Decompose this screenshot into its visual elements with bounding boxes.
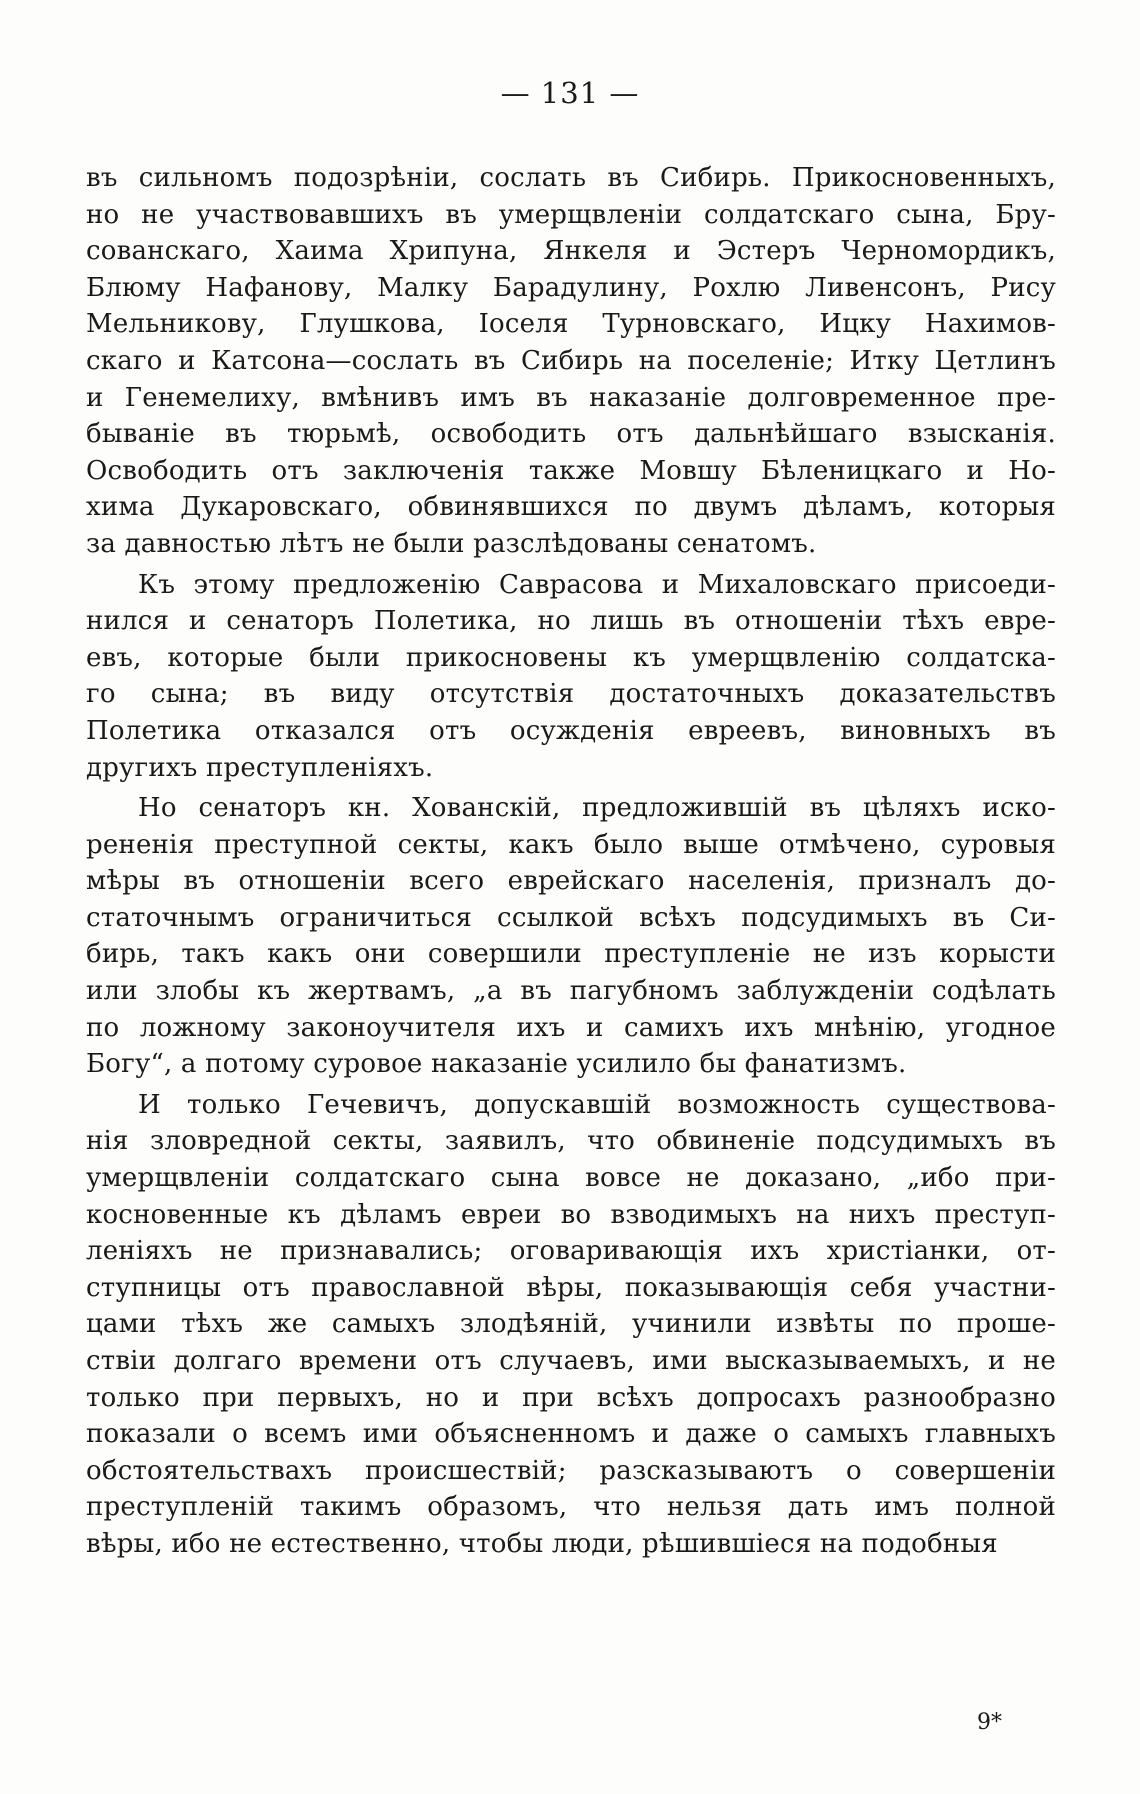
text-line: только при первыхъ, но и при всѣхъ допросахъ разнообразно [86,1382,1056,1413]
text-line: въ сильномъ подозрѣніи, сослать въ Сибирь. Прикосновенныхъ, [86,163,1056,193]
text-line: нился и сенаторъ Полетика, но лишь въ отношеніи тѣхъ евре- [86,606,1056,637]
text-line: умерщвленіи солдатскаго сына вовсе не доказано, „ибо при- [86,1163,1056,1194]
text-line: другихъ преступленіяхъ. [86,752,434,783]
text-line: косновенные къ дѣламъ евреи во взводимыхъ на нихъ преступ- [86,1199,1056,1230]
text-line: Мельникову, Глушкова, Іоселя Турновскаго, Ицку Нахимов- [86,309,1056,340]
paragraph [86,1087,1056,1563]
text-line: Блюму Нафанову, Малку Барадулину, Рохлю Ливенсонъ, Рису [86,272,1056,303]
text-line: обстоятельствахъ происшествій; разсказываютъ о совершеніи [86,1455,1056,1486]
text-line: Къ этому предложенію Саврасова и Михаловскаго присоеди- [138,569,1056,600]
text-line: статочнымъ ограничиться ссылкой всѣхъ подсудимыхъ въ Си- [86,902,1056,933]
printer-signature-mark: 9* [977,1710,1002,1735]
paragraph [86,790,1056,1083]
text-line: бываніе въ тюрьмѣ, освободить отъ дальнѣйшаго взысканія. [86,419,1056,450]
text-line: показали о всемъ ими объясненномъ и даже о самыхъ главныхъ [86,1419,1056,1450]
text-line: или злобы къ жертвамъ, „а въ пагубномъ заблужденіи содѣлать [86,976,1056,1007]
paragraph [86,567,1056,787]
text-line: Но сенаторъ кн. Хованскій, предложившій въ цѣляхъ иско- [138,793,1056,824]
text-line: скаго и Катсона—сослать въ Сибирь на поселеніе; Итку Цетлинъ [86,345,1056,376]
paragraph [86,160,1056,563]
text-line: Полетика отказался отъ осужденія евреевъ, виновныхъ въ [86,715,1056,746]
text-line: за давностью лѣтъ не были разслѣдованы сенатомъ. [86,528,817,559]
page-number: — 131 — [500,76,640,110]
text-line: но не участвовавшихъ въ умерщвленіи солдатскаго сына, Бру- [86,199,1056,230]
text-line: вѣры, ибо не естественно, чтобы люди, рѣшившіеся на подобныя [86,1528,998,1559]
body-text [86,160,1056,1567]
text-line: по ложному законоучителя ихъ и самихъ ихъ мнѣнію, угодное [86,1012,1056,1043]
text-line: мѣры въ отношеніи всего еврейскаго населенія, призналъ до- [86,866,1056,897]
text-line: евъ, которые были прикосновены къ умерщвленію солдатска- [86,642,1056,673]
text-line: ступницы отъ православной вѣры, показывающія себя участни- [86,1272,1056,1303]
text-line: преступленій такимъ образомъ, что нельзя дать имъ полной [86,1492,1056,1523]
text-line: и Генемелиху, вмѣнивъ имъ въ наказаніе долговременное пре- [86,382,1056,413]
text-line: леніяхъ не признавались; оговаривающія ихъ христіанки, от- [86,1236,1056,1267]
text-line: И только Гечевичъ, допускавшій возможность существова- [138,1089,1056,1120]
text-line: нія зловредной секты, заявилъ, что обвиненіе подсудимыхъ въ [86,1126,1056,1157]
text-line: рененія преступной секты, какъ было выше отмѣчено, суровыя [86,829,1056,860]
text-line: бирь, такъ какъ они совершили преступленіе не изъ корысти [86,939,1056,970]
text-line: ствіи долгаго времени отъ случаевъ, ими высказываемыхъ, и не [86,1346,1056,1376]
text-line: сованскаго, Хаима Хрипуна, Янкеля и Эстеръ Черномордикъ, [86,236,1056,267]
text-line: хима Дукаровскаго, обвинявшихся по двумъ дѣламъ, которыя [86,492,1056,523]
text-line: го сына; въ виду отсутствія достаточныхъ доказательствъ [86,679,1056,710]
text-line: цами тѣхъ же самыхъ злодѣяній, учинили извѣты по проше- [86,1309,1056,1340]
text-line: Освободить отъ заключенія также Мовшу Бѣленицкаго и Но- [86,455,1056,486]
text-line: Богу“, а потому суровое наказаніе усилило бы фанатизмъ. [86,1049,907,1080]
